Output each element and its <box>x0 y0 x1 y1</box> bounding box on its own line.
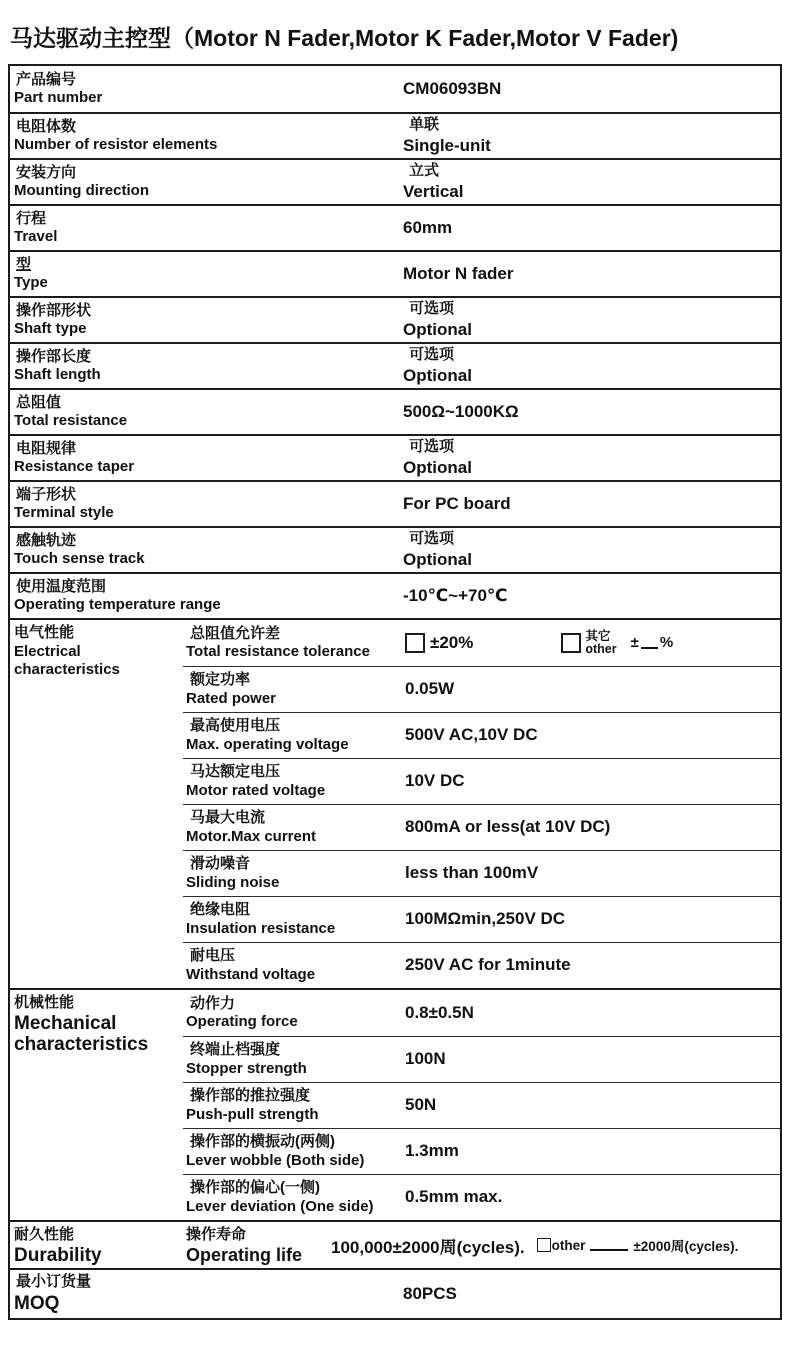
subrow-value: 0.8±0.5N <box>405 1002 474 1022</box>
subrow-push-pull-strength <box>183 1082 780 1128</box>
row-label-zh: 端子形状 <box>16 485 77 503</box>
row-type <box>10 250 780 296</box>
section-label-en: Mechanical <box>14 1012 117 1034</box>
row-label-zh: 感触轨迹 <box>16 531 77 549</box>
subrow-value: less than 100mV <box>405 863 539 883</box>
tolerance-pm-sign: ± <box>630 634 639 651</box>
section-electrical <box>10 618 780 988</box>
subrow-value: 500V AC,10V DC <box>405 725 538 745</box>
subrow-label-en: Withstand voltage <box>186 965 316 983</box>
row-label-en: Shaft type <box>14 320 87 338</box>
row-value-en: Vertical <box>403 181 464 201</box>
row-value-zh: 可选项 <box>409 530 455 547</box>
subrow-value: 800mA or less(at 10V DC) <box>405 817 611 837</box>
subrow-label-en: Operating life <box>186 1244 303 1265</box>
row-label-zh: 操作部长度 <box>16 347 92 365</box>
section-header-durability <box>10 1222 183 1268</box>
subrow-label-en: Lever wobble (Both side) <box>186 1151 365 1169</box>
section-label-en: Electrical <box>14 642 81 660</box>
row-shaft-length <box>10 342 780 388</box>
subrow-label-zh: 总阻值允许差 <box>190 624 281 642</box>
row-label-en: Mounting direction <box>14 182 149 200</box>
row-terminal-style <box>10 480 780 526</box>
tolerance-pm20-label: ±20% <box>430 632 474 652</box>
row-moq <box>10 1268 780 1317</box>
row-value-zh: 立式 <box>409 162 440 179</box>
subrow-label-zh: 马最大电流 <box>190 809 266 827</box>
row-label-en: Number of resistor elements <box>14 136 218 154</box>
section-label-en: characteristics <box>14 661 120 679</box>
page-title: 马达驱动主控型（Motor N Fader,Motor K Fader,Motor V Fader) <box>10 25 679 51</box>
subrow-value: 100N <box>405 1049 446 1069</box>
row-label-en: Shaft length <box>14 366 101 384</box>
life-other-checkbox[interactable] <box>537 1238 551 1252</box>
subrow-label-zh: 绝缘电阻 <box>190 901 251 919</box>
row-label-en: Operating temperature range <box>14 596 221 614</box>
subrow-label-en: Rated power <box>186 689 277 707</box>
row-value-en: Single-unit <box>403 135 491 155</box>
row-value-zh: 可选项 <box>409 300 455 317</box>
row-label-zh: 行程 <box>16 209 47 227</box>
row-resistance-taper <box>10 434 780 480</box>
row-label-en: Resistance taper <box>14 458 135 476</box>
row-label-en: Touch sense track <box>14 550 145 568</box>
row-label-en: Total resistance <box>14 412 128 430</box>
row-value-en: Optional <box>403 319 472 339</box>
row-label-en: Type <box>14 274 48 292</box>
subrow-label-en: Sliding noise <box>186 873 280 891</box>
subrow-value: 250V AC for 1minute <box>405 955 571 975</box>
tolerance-pm20-checkbox[interactable] <box>405 633 425 653</box>
subrow-label-zh: 终端止档强度 <box>190 1041 281 1059</box>
row-value-zh: 单联 <box>409 116 440 133</box>
tolerance-other-label-en: other <box>585 642 617 656</box>
row-label-zh: 型 <box>16 255 32 273</box>
row-value: For PC board <box>403 494 511 514</box>
row-touch-sense-track <box>10 526 780 572</box>
subrow-stopper-strength <box>183 1036 780 1082</box>
section-header-electrical <box>10 620 183 988</box>
subrow-value: 0.05W <box>405 679 455 699</box>
subrow-rated-power <box>183 666 780 712</box>
subrow-motor-max-current <box>183 804 780 850</box>
row-value-en: Optional <box>403 549 472 569</box>
row-value: 80PCS <box>403 1284 457 1304</box>
subrow-label-en: Push-pull strength <box>186 1105 319 1123</box>
section-mechanical <box>10 988 780 1220</box>
subrow-label-en: Lever deviation (One side) <box>186 1197 374 1215</box>
subrow-label-zh: 马达额定电压 <box>190 763 281 781</box>
row-mounting-direction <box>10 158 780 204</box>
subrow-label-zh: 操作部的横振动(两侧) <box>190 1133 335 1151</box>
operating-life-value: 100,000±2000周(cycles). <box>331 1237 525 1257</box>
subrow-lever-wobble <box>183 1128 780 1174</box>
subrow-value: 1.3mm <box>405 1141 459 1161</box>
section-durability <box>10 1220 780 1268</box>
row-value: -10℃~+70℃ <box>403 586 508 606</box>
row-label-zh: 安装方向 <box>16 163 77 181</box>
section-label-zh: 耐久性能 <box>14 1226 75 1243</box>
subrow-label-en: Insulation resistance <box>186 919 336 937</box>
row-label-zh: 电阻规律 <box>16 439 77 457</box>
subrow-resistance-tolerance <box>183 620 780 666</box>
subrow-motor-rated-voltage <box>183 758 780 804</box>
subrow-withstand-voltage <box>183 942 780 988</box>
row-label-en: Terminal style <box>14 504 114 522</box>
blank-underline <box>590 1239 628 1251</box>
subrow-label-en: Operating force <box>186 1013 298 1031</box>
row-label-en: Part number <box>14 89 103 107</box>
section-label-en: Durability <box>14 1244 102 1266</box>
section-label-en: characteristics <box>14 1034 149 1056</box>
subrow-label-zh: 最高使用电压 <box>190 717 281 735</box>
subrow-lever-deviation <box>183 1174 780 1220</box>
subrow-label-zh: 额定功率 <box>190 671 251 689</box>
row-operating-temperature <box>10 572 780 618</box>
row-value-zh: 可选项 <box>409 438 455 455</box>
subrow-label-en: Motor rated voltage <box>186 781 326 799</box>
subrow-label-zh: 操作部的偏心(一侧) <box>190 1179 320 1197</box>
subrow-label-zh: 动作力 <box>190 994 236 1012</box>
row-part-number <box>10 66 780 112</box>
subrow-label-zh: 操作部的推拉强度 <box>190 1087 311 1105</box>
section-header-mechanical <box>10 990 183 1220</box>
row-value-zh: 可选项 <box>409 346 455 363</box>
subrow-value: 50N <box>405 1095 437 1115</box>
tolerance-other-label-zh: 其它 <box>585 628 611 643</box>
row-value: 60mm <box>403 218 453 238</box>
row-label-zh: 总阻值 <box>16 393 62 411</box>
row-label-zh: 电阻体数 <box>16 117 77 135</box>
tolerance-other-checkbox[interactable] <box>561 633 581 653</box>
row-total-resistance <box>10 388 780 434</box>
blank-underline <box>641 637 658 649</box>
subrow-label-zh: 滑动噪音 <box>190 855 251 873</box>
subrow-label-zh: 操作寿命 <box>186 1226 247 1244</box>
section-label-zh: 机械性能 <box>14 994 75 1011</box>
row-resistor-elements <box>10 112 780 158</box>
row-label-zh: 使用温度范围 <box>16 577 107 595</box>
row-value-en: Optional <box>403 365 472 385</box>
row-travel <box>10 204 780 250</box>
subrow-label-en: Max. operating voltage <box>186 735 349 753</box>
subrow-value: 10V DC <box>405 771 465 791</box>
life-other-label: other <box>551 1237 586 1253</box>
section-label-zh: 电气性能 <box>14 624 75 641</box>
subrow-operating-force <box>183 990 780 1036</box>
life-other-suffix: ±2000周(cycles). <box>633 1239 739 1255</box>
row-value: 500Ω~1000KΩ <box>403 402 519 422</box>
tolerance-percent-sign: % <box>659 634 674 651</box>
row-label-en: Travel <box>14 228 58 246</box>
row-label-zh: 最小订货量 <box>16 1273 92 1291</box>
row-shaft-type <box>10 296 780 342</box>
subrow-label-en: Stopper strength <box>186 1059 307 1077</box>
row-label-zh: 产品编号 <box>16 70 77 88</box>
row-label-zh: 操作部形状 <box>16 301 92 319</box>
row-label-en: MOQ <box>14 1292 60 1314</box>
spec-table <box>8 64 782 1320</box>
row-value-en: Optional <box>403 457 472 477</box>
row-value: Motor N fader <box>403 264 514 284</box>
subrow-label-zh: 耐电压 <box>190 947 236 965</box>
subrow-sliding-noise <box>183 850 780 896</box>
subrow-insulation-resistance <box>183 896 780 942</box>
subrow-max-operating-voltage <box>183 712 780 758</box>
subrow-value: 100MΩmin,250V DC <box>405 909 566 929</box>
subrow-value: 0.5mm max. <box>405 1187 503 1207</box>
subrow-label-en: Total resistance tolerance <box>186 643 370 661</box>
subrow-label-en: Motor.Max current <box>186 827 317 845</box>
row-value: CM06093BN <box>403 79 502 99</box>
